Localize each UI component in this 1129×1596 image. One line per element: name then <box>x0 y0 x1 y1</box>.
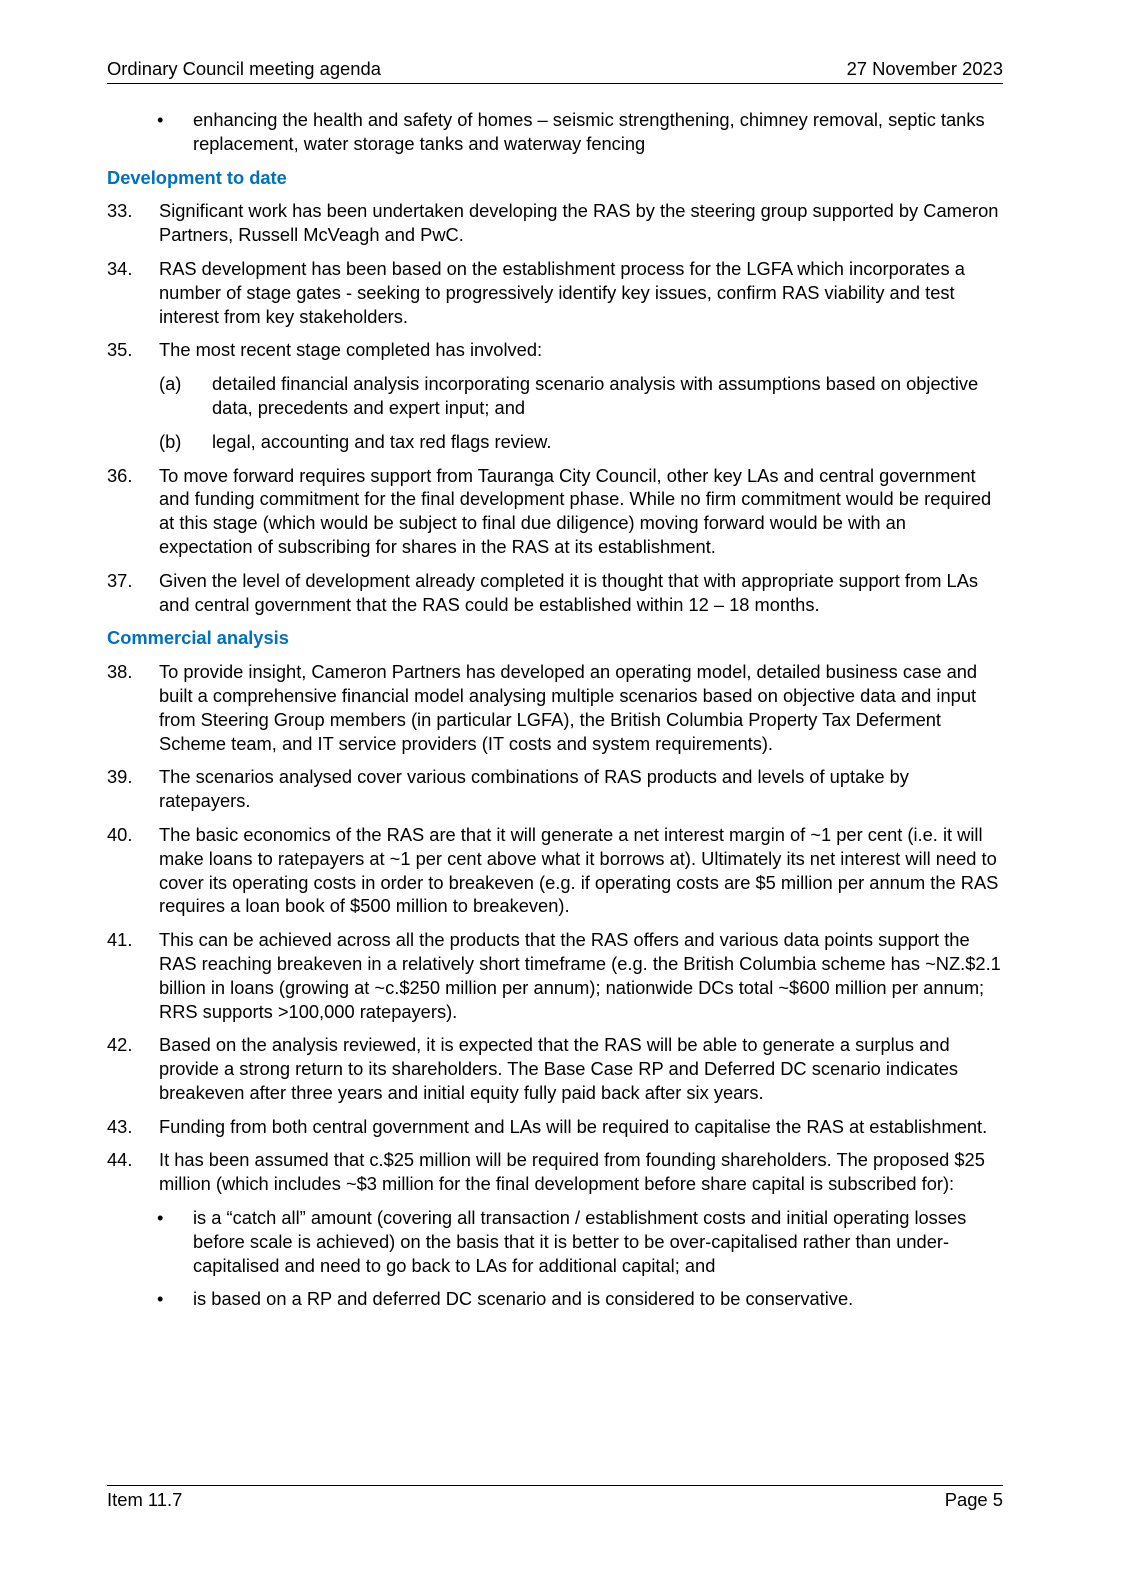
numbered-paragraph <box>107 1033 1003 1104</box>
paragraph-number: 41. <box>107 929 133 951</box>
numbered-paragraph <box>107 464 1003 559</box>
bullet-icon: • <box>157 1288 164 1310</box>
numbered-paragraph <box>107 338 1003 362</box>
bullet-item <box>107 108 1003 156</box>
numbered-paragraph <box>107 660 1003 755</box>
paragraph-number: 34. <box>107 257 133 279</box>
numbered-paragraph <box>107 569 1003 617</box>
paragraph-number: 36. <box>107 464 133 486</box>
paragraph-text: Given the level of development already completed it is thought that with appropriate support from LAs and central government that the RAS could be established within 12 – 18 months. <box>159 569 979 615</box>
paragraph-text: RAS development has been based on the establishment process for the LGFA which incorporates a number of stage gates - seeking to progressively identify key issues, confirm RAS viability and test interest from key stakeholders. <box>159 257 965 327</box>
paragraph-text: To move forward requires support from Tauranga City Council, other key LAs and central government and funding commitment for the final development phase. While no firm commitment would be required at this stage (which would be subject to final due diligence) moving forward would be with an expectation of subscribing for shares in the RAS at its establishment. <box>159 464 992 557</box>
paragraph-text: It has been assumed that c.$25 million will be required from founding shareholders. The proposed $25 million (which includes ~$3 million for the final development before share capital is subscribed for): <box>159 1149 985 1195</box>
bullet-item <box>107 1206 1003 1277</box>
bullet-text: enhancing the health and safety of homes – seismic strengthening, chimney removal, septic tanks replacement, water storage tanks and waterway fencing <box>193 109 985 154</box>
paragraph-number: 33. <box>107 200 133 222</box>
numbered-paragraph <box>107 1115 1003 1139</box>
numbered-paragraph <box>107 1148 1003 1196</box>
footer-page-number: Page 5 <box>944 1489 1003 1510</box>
footer-item-label: Item 11.7 <box>107 1489 183 1510</box>
document-body <box>107 108 1003 1321</box>
sub-item <box>107 430 1003 454</box>
numbered-paragraph <box>107 765 1003 813</box>
paragraph-number: 37. <box>107 569 133 591</box>
bullet-icon: • <box>157 1207 164 1229</box>
bullet-item <box>107 1287 1003 1311</box>
page-footer <box>107 1485 1003 1512</box>
paragraph-number: 40. <box>107 823 133 845</box>
numbered-paragraph <box>107 928 1003 1023</box>
paragraph-text: This can be achieved across all the products that the RAS offers and various data points support the RAS reaching breakeven in a relatively short timeframe (e.g. the British Columbia scheme has ~NZ.$2.1 billion in loans (growing at ~c.$250 million per annum); nationwide DCs total ~$600 million per annum; RRS supports >100,000 ratepayers). <box>159 929 1001 1022</box>
numbered-paragraph <box>107 823 1003 918</box>
paragraph-text: Based on the analysis reviewed, it is expected that the RAS will be able to generate a surplus and provide a strong return to its shareholders. The Base Case RP and Deferred DC scenario indicates breakeven after three years and initial equity fully paid back after six years. <box>159 1034 959 1103</box>
section-heading-commercial: Commercial analysis <box>107 627 289 649</box>
sub-item <box>107 372 1003 420</box>
paragraph-number: 43. <box>107 1115 133 1137</box>
sub-item-label: (b) <box>159 430 182 452</box>
paragraph-text: To provide insight, Cameron Partners has developed an operating model, detailed business case and built a comprehensive financial model analysing multiple scenarios based on objective data and input from Steering Group members (in particular LGFA), the British Columbia Property Tax Deferment Scheme team, and IT service providers (IT costs and system requirements). <box>159 661 978 754</box>
numbered-paragraph <box>107 257 1003 328</box>
sub-item-text: legal, accounting and tax red flags review. <box>212 430 552 452</box>
bullet-text: is a “catch all” amount (covering all transaction / establishment costs and initial operating losses before scale is achieved) on the basis that it is better to be over-capitalised rather than under-capitalised and need to go back to LAs for additional capital; and <box>193 1207 967 1276</box>
numbered-paragraph <box>107 199 1003 247</box>
sub-item-text: detailed financial analysis incorporating scenario analysis with assumptions based on objective data, precedents and expert input; and <box>212 373 979 418</box>
paragraph-text: The basic economics of the RAS are that it will generate a net interest margin of ~1 per cent (i.e. it will make loans to ratepayers at ~1 per cent above what it borrows at). Ultimately its net interest will need to cover its operating costs in order to breakeven (e.g. if operating costs are $5 million per annum the RAS requires a loan book of $500 million to breakeven). <box>159 823 999 917</box>
sub-item-label: (a) <box>159 373 182 395</box>
paragraph-number: 38. <box>107 661 133 683</box>
section-heading-development: Development to date <box>107 166 287 188</box>
header-title: Ordinary Council meeting agenda <box>107 58 381 79</box>
bullet-text: is based on a RP and deferred DC scenario and is considered to be conservative. <box>193 1288 854 1310</box>
bullet-icon: • <box>157 109 164 130</box>
paragraph-text: The scenarios analysed cover various combinations of RAS products and levels of uptake by ratepayers. <box>159 766 909 812</box>
paragraph-number: 44. <box>107 1149 133 1171</box>
paragraph-number: 39. <box>107 766 133 788</box>
paragraph-text: Significant work has been undertaken developing the RAS by the steering group supported by Cameron Partners, Russell McVeagh and PwC. <box>159 200 999 246</box>
paragraph-text: Funding from both central government and LAs will be required to capitalise the RAS at establishment. <box>159 1115 988 1137</box>
paragraph-number: 35. <box>107 339 133 361</box>
paragraph-number: 42. <box>107 1034 133 1056</box>
header-date: 27 November 2023 <box>846 58 1003 79</box>
paragraph-text: The most recent stage completed has involved: <box>159 339 543 361</box>
page-header <box>107 57 1003 84</box>
